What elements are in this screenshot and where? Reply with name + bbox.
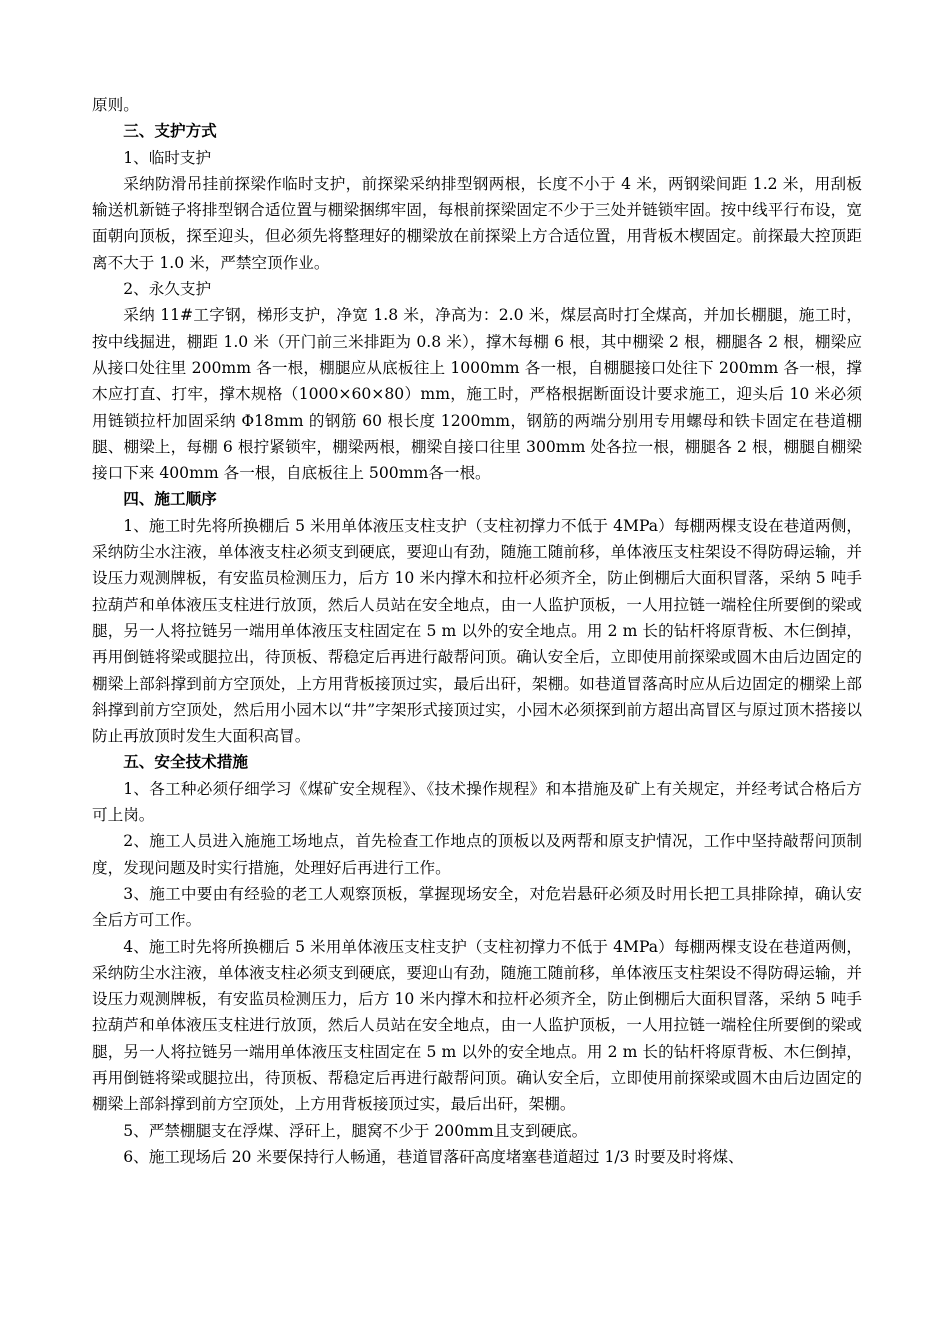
document-body — [92, 92, 862, 1170]
subheading-temporary-support: 1、临时支护 — [123, 148, 212, 167]
paragraph-continuation: 原则。 — [92, 96, 139, 114]
section-heading-construction-sequence: 四、施工顺序 — [123, 489, 217, 509]
section-heading-safety-measures: 五、安全技术措施 — [123, 752, 248, 772]
paragraph-permanent-support: 采纳 11#工字钢，梯形支护，净宽 1.8 米，净高为：2.0 米，煤层高时打全煤高，并加长棚腿，施工时，按中线掘进，棚距 1.0 米（开门前三米排距为 0.8 米），撑木每棚 6 根，其中棚梁 2 根，棚腿各 2 根，棚梁应从接口处往里 200mm 各一根，棚腿应从底板往上 1000mm 各一根，自棚腿接口处往下 200mm 各一根，撑木应打直、打牢，撑木规格（1000×60×80）mm，施工时，严格根据断面设计要求施工，迎头后 10 米必须用链锁拉杆加固采纳 Φ18mm 的钢筋 60 根长度 1200mm，钢筋的两端分别用专用螺母和铁卡固定在巷道棚腿、棚梁上，每棚 6 根拧紧锁牢，棚梁两根，棚梁自接口往里 300mm 处各拉一根，棚腿各 2 根，棚腿自棚梁接口下来 400mm 各一根，自底板往上 500mm各一根。 — [92, 306, 862, 483]
paragraph-safety-4: 4、施工时先将所换棚后 5 米用单体液压支柱支护（支柱初撑力不低于 4MPa）每棚两棵支设在巷道两侧，采纳防尘水注液，单体液支柱必须支到硬底，要迎山有劲，随施工随前移，单体液压支柱架设不得防碍运输，并设压力观测牌板，有安监员检测压力，后方 10 米内撑木和拉杆必须齐全，防止倒棚后大面积冒落，采纳 5 吨手拉葫芦和单体液压支柱进行放顶，然后人员站在安全地点，由一人监护顶板，一人用拉链一端栓住所要倒的梁或腿，另一人将拉链另一端用单体液压支柱固定在 5 m 以外的安全地点。用 2 m 长的钻杆将原背板、木仨倒掉，再用倒链将梁或腿拉出，待顶板、帮稳定后再进行敲帮问顶。确认安全后，立即使用前探梁或圆木由后边固定的棚梁上部斜撑到前方空顶处，上方用背板接顶过实，最后出矸，架棚。 — [92, 937, 862, 1114]
paragraph-safety-1: 1、各工种必须仔细学习《煤矿安全规程》、《技术操作规程》和本措施及矿上有关规定，并经考试合格后方可上岗。 — [92, 779, 862, 825]
paragraph-safety-5: 5、严禁棚腿支在浮煤、浮矸上，腿窝不少于 200mm且支到硬底。 — [123, 1121, 588, 1140]
paragraph-temporary-support: 采纳防滑吊挂前探梁作临时支护，前探梁采纳排型钢两根，长度不小于 4 米，两钢梁间距 1.2 米，用刮板输送机新链子将排型钢合适位置与棚梁捆绑牢固，每根前探梁固定不少于三处并链锁牢固。按中线平行布设，宽面朝向顶板，探至迎头，但必须先将整理好的棚梁放在前探梁上方合适位置，用背板木楔固定。前探最大控顶距离不大于 1.0 米，严禁空顶作业。 — [92, 174, 862, 272]
paragraph-safety-3: 3、施工中要由有经验的老工人观察顶板，掌握现场安全，对危岩悬矸必须及时用长把工具排除掉，确认安全后方可工作。 — [92, 884, 862, 930]
subheading-permanent-support: 2、永久支护 — [123, 280, 212, 299]
section-heading-support-method: 三、支护方式 — [123, 121, 217, 141]
paragraph-safety-6: 6、施工现场后 20 米要保持行人畅通，巷道冒落矸高度堵塞巷道超过 1/3 时要及时将煤、 — [123, 1147, 744, 1166]
paragraph-safety-2: 2、施工人员进入施施工场地点，首先检查工作地点的顶板以及两帮和原支护情况，工作中坚持敲帮问顶制度，发现问题及时实行措施，处理好后再进行工作。 — [92, 832, 862, 877]
paragraph-construction-sequence: 1、施工时先将所换棚后 5 米用单体液压支柱支护（支柱初撑力不低于 4MPa）每棚两棵支设在巷道两侧，采纳防尘水注液，单体液支柱必须支到硬底，要迎山有劲，随施工随前移，单体液压支柱架设不得防碍运输，并设压力观测牌板，有安监员检测压力，后方 10 米内撑木和拉杆必须齐全，防止倒棚后大面积冒落，采纳 5 吨手拉葫芦和单体液压支柱进行放顶，然后人员站在安全地点，由一人监护顶板，一人用拉链一端栓住所要倒的梁或腿，另一人将拉链另一端用单体液压支柱固定在 5 m 以外的安全地点。用 2 m 长的钻杆将原背板、木仨倒掉，再用倒链将梁或腿拉出，待顶板、帮稳定后再进行敲帮问顶。确认安全后，立即使用前探梁或圆木由后边固定的棚梁上部斜撑到前方空顶处，上方用背板接顶过实，最后出矸，架棚。如巷道冒落高时应从后边固定的棚梁上部斜撑到前方空顶处，然后用小园木以“井”字架形式接顶过实，小园木必须探到前方超出高冒区与原过顶木搭接以防止再放顶时发生大面积高冒。 — [92, 516, 862, 746]
